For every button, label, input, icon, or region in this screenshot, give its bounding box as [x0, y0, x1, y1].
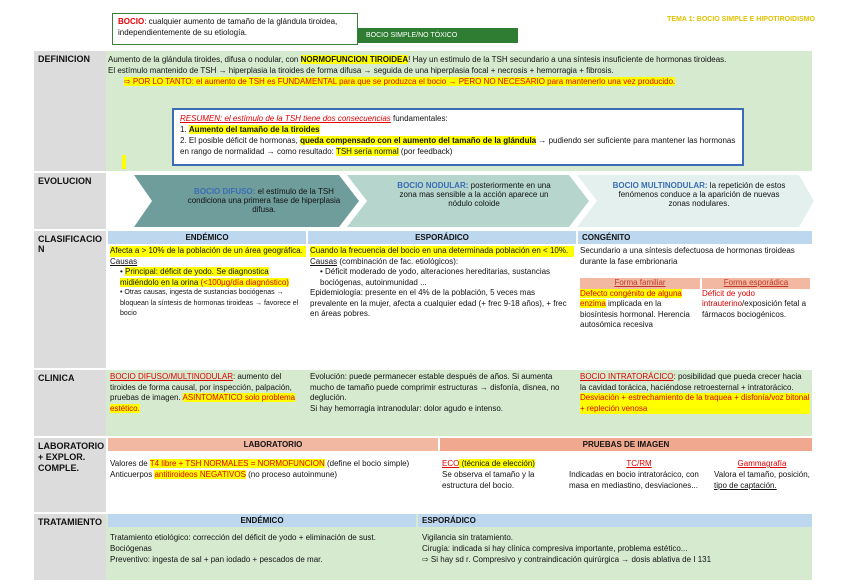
clasificacion-label: CLASIFICACION: [34, 231, 106, 368]
header-trat-endemico: ENDÉMICO: [108, 514, 416, 527]
tratamiento-esporadico: Vigilancia sin tratamiento. Cirugía: indicada si hay clínica compresiva importante, problema estético... ⇨ Si hay sd r. Compresivo y contraindicación quirúrgica → dosis ablativa de I 131: [422, 533, 712, 564]
header-imagen: PRUEBAS DE IMAGEN: [440, 438, 812, 451]
clinica-label: CLINICA: [34, 370, 106, 436]
congenito-text: Secundario a una síntesis defectuosa de hormonas tiroideas durante la fase embrionaria: [580, 246, 795, 266]
arrow-difuso-text: BOCIO DIFUSO: el estímulo de la TSH condiciona una primera fase de hiperplasia difusa.: [187, 187, 341, 214]
highlight-marker: [122, 155, 126, 169]
header-laboratorio: LABORATORIO: [108, 438, 438, 451]
header-congenito: CONGÉNITO: [578, 231, 812, 244]
laboratorio-row: [34, 438, 812, 512]
esporadico-text: Cuando la frecuencia del bocio en una determinada población en < 10%. Causas (combinación de fac. etiológicos): • Déficit moderado de yodo, alteraciones hereditarias, sustancias bociógenas, autoinmunidad ... Epidemiología: presente en el 4% de la población, 5 veces mas prevalente en la mujer, afecta a cualquier edad (+ frec 9-18 años), + frec en áreas pobres.: [310, 246, 574, 320]
endemico-text: Afecta a > 10% de la población de un área geográfica. Causas • Principal: déficit de yodo. Se diagnostica midiéndolo en la orina (<100µg/día diagnóstico) • Otras causas, ingesta de sustancias bociógenas → bloquean la síntesis de hormonas tiroideas → favorece el bocio: [110, 246, 306, 320]
tema-title: TEMA 1: BOCIO SIMPLE E HIPOTIROIDISMO: [667, 16, 815, 23]
imagen-tc: TC/RM Indicadas en bocio intratorácico, con masa en mediastino, desviaciones...: [569, 459, 699, 490]
tratamiento-row: [34, 514, 812, 580]
forma-esporadica: Forma esporádica Déficit de yodo intrauterino/exposición fetal a fármacos bociogénicos.: [702, 278, 810, 320]
resumen-box: RESUMEN: el estímulo de la TSH tiene dos consecuencias fundamentales: 1. Aumento del tamaño de la tiroides 2. El posible déficit de hormonas, queda compensado con el aumento del tamaño de la glándula → pudiendo ser suficiente para mantener las hormonas en rango de normalidad → como resultado: TSH sería normal (por feedback): [172, 108, 744, 166]
arrow-nodular-text: BOCIO NODULAR: posteriormente en una zona mas sensible a la acción aparece un nódulo coloide: [397, 181, 551, 208]
definicion-row: [34, 51, 812, 171]
forma-familiar: Forma familiar Defecto congénito de alguna enzima implicada en la biosíntesis hormonal. Herencia autosómica recesiva: [580, 278, 700, 331]
clinica-intratoracico: BOCIO INTRATORÁCICO: posibilidad que pueda crecer hacia la cavidad torácica, haciéndose retroesternal + intratorácico. Desviación + estrechamiento de la traquea + disfonía/voz bitonal + repleción venosa: [580, 372, 810, 413]
laboratorio-label: LABORATORIO + EXPLOR. COMPLE.: [34, 438, 106, 512]
header-trat-esporadico: ESPORÁDICO: [418, 514, 812, 527]
header-endemico: ENDÉMICO: [108, 231, 306, 244]
clinica-evolucion: Evolución: puede permanecer estable después de años. Si aumenta mucho de tamaño puede comprimir estructuras → disfonía, disnea, no deglución. Si hay hemorragia intranodular: dolor agudo e intenso.: [310, 372, 560, 413]
arrow-multinodular-text: BOCIO MULTINODULAR: la repetición de estos fenómenos conduce a la aparición de nuevas zonas nodulares.: [612, 181, 786, 208]
subtitle-bar: [358, 28, 518, 43]
header-box: [112, 13, 358, 45]
laboratorio-text: Valores de T4 libre + TSH NORMALES = NORMOFUNCION (define el bocio simple) Anticuerpos antitiroideos NEGATIVOS (no proceso autoinmune): [110, 459, 410, 479]
tratamiento-endemico: Tratamiento etiológico: corrección del déficit de yodo + eliminación de sust. Bociógenas Preventivo: ingesta de sal + pan iodado + pescados de mar.: [110, 533, 376, 564]
header-esporadico: ESPORÁDICO: [308, 231, 576, 244]
clinica-row: [34, 370, 812, 436]
clinica-difuso: BOCIO DIFUSO/MULTINODULAR: aumento del tiroides de forma causal, por inspección, palpación, pruebas de imagen. ASINTOMATICO solo problema estético.: [110, 372, 296, 413]
evolucion-row: [34, 173, 812, 229]
imagen-gammagrafia: Gammagrafía Valora el tamaño, posición, tipo de captación.: [714, 459, 810, 490]
definicion-label: DEFINICION: [34, 51, 106, 171]
evolucion-label: EVOLUCION: [34, 173, 106, 229]
tratamiento-label: TRATAMIENTO: [34, 514, 106, 580]
subtitle: BOCIO SIMPLE/NO TÓXICO: [366, 32, 458, 39]
imagen-eco: ECO (técnica de elección) Se observa el tamaño y la estructura del bocio.: [442, 459, 535, 490]
bocio-label: BOCIO: [118, 17, 145, 26]
definicion-text: Aumento de la glándula tiroides, difusa o nodular, con NORMOFUNCION TIROIDEA! Hay un estimulo de la TSH secundario a una síntesis insuficiente de hormonas tiroideas. El estímulo mantenido de TSH → hiperplasia la tiroides de forma difusa → seguida de una hiperplasia focal + necrosis + hemorragia + fibrosis. ⇨ POR LO TANTO: el aumento de TSH es FUNDAMENTAL para que se produzca el bocio → PERO NO NECESARIO para mantenerlo una vez producido.: [108, 55, 727, 86]
clasificacion-row: [34, 231, 812, 368]
bocio-definition: : cualquier aumento de tamaño de la glándula tiroidea, independientemente de su etiología.: [118, 17, 338, 37]
